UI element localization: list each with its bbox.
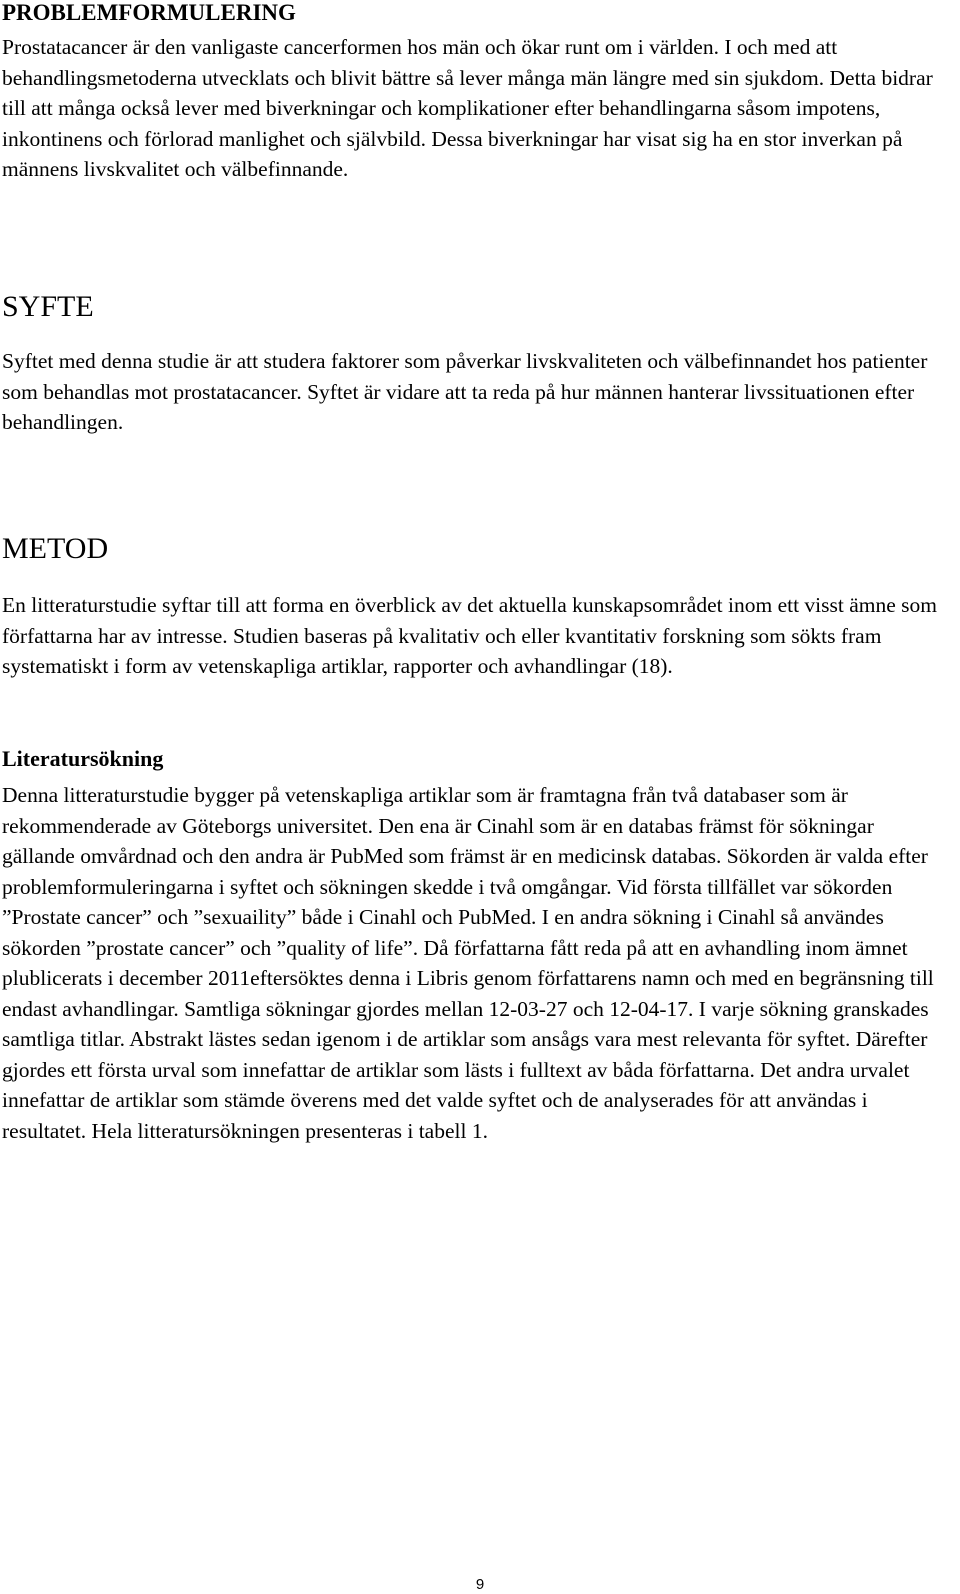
paragraph-metod: En litteraturstudie syftar till att forma en överblick av det aktuella kunskapsområdet inom ett visst ämne som författarna har av intresse. Studien baseras på kvalitativ och eller kvantitativ forskning som sökts fram systematiskt i form av vetenskapliga artiklar, rapporter och avhandlingar (18). [2,593,938,678]
heading-metod: METOD [2,532,109,565]
heading-literatursokning: Literatursökning [2,746,164,771]
heading-problemformulering: PROBLEMFORMULERING [2,0,296,25]
paragraph-literatursokning: Denna litteraturstudie bygger på vetenskapliga artiklar som är framtagna från två databaser som är rekommenderade av Göteborgs universitet. Den ena är Cinahl som är en databas främst för sökningar gällande omvårdnad och den andra är PubMed som främst är en medicinsk databas. Sökorden är valda efter problemformuleringarna i syftet och sökningen skedde i två omgångar. Vid första tillfället var sökorden ”Prostate cancer” och ”sexuaility” både i Cinahl och PubMed. I en andra sökning i Cinahl så användes sökorden ”prostate cancer” och ”quality of life”. Då författarna fått reda på att en avhandling inom ämnet plublicerats i december 2011eftersöktes denna i Libris genom författarens namn och med en begränsning till endast avhandlingar. Samtliga sökningar gjordes mellan 12-03-27 och 12-04-17. I varje sökning granskades samtliga titlar. Abstrakt lästes sedan igenom i de artiklar som ansågs vara mest relevanta för syftet. Därefter gjordes ett första urval som innefattar de artiklar som lästs i fulltext av båda författarna. Det andra urvalet innefattar de artiklar som stämde överens med det valde syftet och de analyserades för att användas i resultatet. Hela litteratursökningen presenteras i tabell 1. [2,783,934,1143]
section-metod [2,532,942,682]
paragraph-syfte: Syftet med denna studie är att studera faktorer som påverkar livskvaliteten och välbefinnandet hos patienter som behandlas mot prostatacancer. Syftet är vidare att ta reda på hur männen hanterar livssituationen efter behandlingen. [2,349,928,434]
paragraph-problemformulering: Prostatacancer är den vanligaste cancerformen hos män och ökar runt om i världen. I och med att behandlingsmetoderna utvecklats och blivit bättre så lever många män längre med sin sjukdom. Detta bidrar till att många också lever med biverkningar och komplikationer efter behandlingarna såsom impotens, inkontinens och förlorad manlighet och självbild. Dessa biverkningar har visat sig ha en stor inverkan på männens livskvalitet och välbefinnande. [2,35,933,181]
section-literatursokning [2,746,942,1146]
page-number: 9 [475,1576,485,1593]
section-syfte [2,290,942,438]
section-problemformulering [2,0,942,185]
heading-syfte: SYFTE [2,290,94,323]
